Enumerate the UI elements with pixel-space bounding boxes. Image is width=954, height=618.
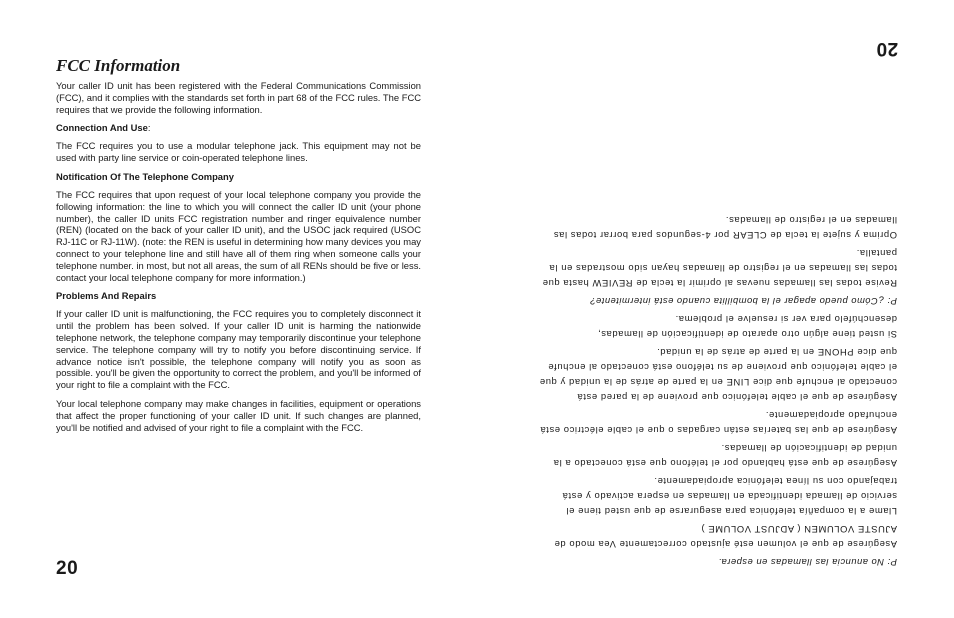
answer-talking-phone: Asegúrese de que está hablando por el teléfono que está conectado a la unidad de identificación de llamadas.	[553, 443, 897, 469]
problems-paragraph: If your caller ID unit is malfunctioning, the FCC requires you to completely disconnect it until the problem has been solved. If your caller ID unit is harming the nationwide telephone network, the telephone company may temporarily discontinue your telephone service. The telephone company will try to notify you before discontinuing service. If advance notice isn't possible, the telephone company will notify you as soon as possible. you'll be given the opportunity to correct the problem, and you'll be informed of your right to file a complaint with the FCC.	[56, 308, 421, 391]
page-title: FCC Information	[56, 56, 181, 75]
answer-clear: Oprima y sujete la tecla de CLEAR por 4-segundos para borrar todas las llamadas en el registro de llamadas.	[553, 215, 897, 241]
problems-heading: Problems And Repairs	[56, 290, 157, 302]
connection-paragraph: The FCC requires you to use a modular telephone jack. This equipment may not be used with party line service or coin-operated telephone lines.	[56, 140, 421, 164]
notification-paragraph: The FCC requires that upon request of your local telephone company you provide the following information: the line to which you will connect the caller ID unit (your phone number), the caller ID units FCC registration number and ringer equivalence number (REN) (located on the back of your caller ID unit), and the USOC jack required (USOC RJ-11C or RJ-11W). (note: the REN is useful in determining how many devices you may connect to your telephone line and still have all of them ring when someone calls your telephone number. in most, but not all areas, the sum of all RENs should be five or less. contact your local telephone company for more information.)	[56, 188, 421, 283]
answer-phone-company: Llame a la compañía telefónica para asegurarse de que usted tiene el servicio de llamada identificada en llamadas en espera activado y está trabajando con su línea telefónica apropiadamente.	[562, 476, 897, 517]
question-1: P: No anuncia las llamadas en espera.	[717, 557, 897, 568]
notification-heading: Notification Of The Telephone Company	[56, 170, 234, 182]
connection-heading-text: Connection And Use	[56, 122, 148, 134]
answer-cables: Asegúrese de que el cable telefónico que proviene de la pared está conectado al enchufe que dice LINE en la parte de atrás de la unidad y que el cable telefónico que proviene de su teléfono está conectado al enchufe que dice PHONE en la parte de atrás de la unidad.	[539, 347, 897, 403]
answer-volume: Asegúrese de que el volumen esté ajustado correctamente Vea modo de AJUSTE VOLUMEN ( ADJUST VOLUME )	[554, 524, 897, 550]
changes-paragraph: Your local telephone company may make changes in facilities, equipment or operations that affect the proper functioning of your caller ID unit. If such changes are planned, you'll be notified and advised of your right to file a complaint with the FCC.	[56, 397, 421, 433]
answer-other-device: Si usted tiene algún otro aparato de identificación de llamadas, desenchúfelo para ver si resuelve el problema.	[597, 314, 897, 340]
answer-batteries: Asegúrese de que las baterías están cargadas o que el cable eléctrico está enchufado apropiadamente.	[539, 410, 897, 436]
question-2: P: ¿Cómo puedo apagar el la bombillita cuando está intermitente?	[589, 296, 897, 307]
page-number-right: 20	[876, 38, 899, 59]
right-page-upside-down	[532, 150, 897, 570]
connection-heading	[56, 122, 421, 134]
page-number-left: 20	[56, 558, 79, 579]
connection-heading-colon: :	[147, 122, 151, 134]
answer-review: Revise todas las llamadas nuevas al oprimir la tecla de REVIEW hasta que todas las llamadas en el registro de llamadas hayan sido mostradas en la pantalla.	[542, 248, 897, 289]
left-page	[56, 56, 421, 440]
intro-paragraph: Your caller ID unit has been registered with the Federal Communications Commission (FCC), and it complies with the standards set forth in part 68 of the FCC rules. The FCC requires that we provide the following information.	[56, 80, 421, 115]
